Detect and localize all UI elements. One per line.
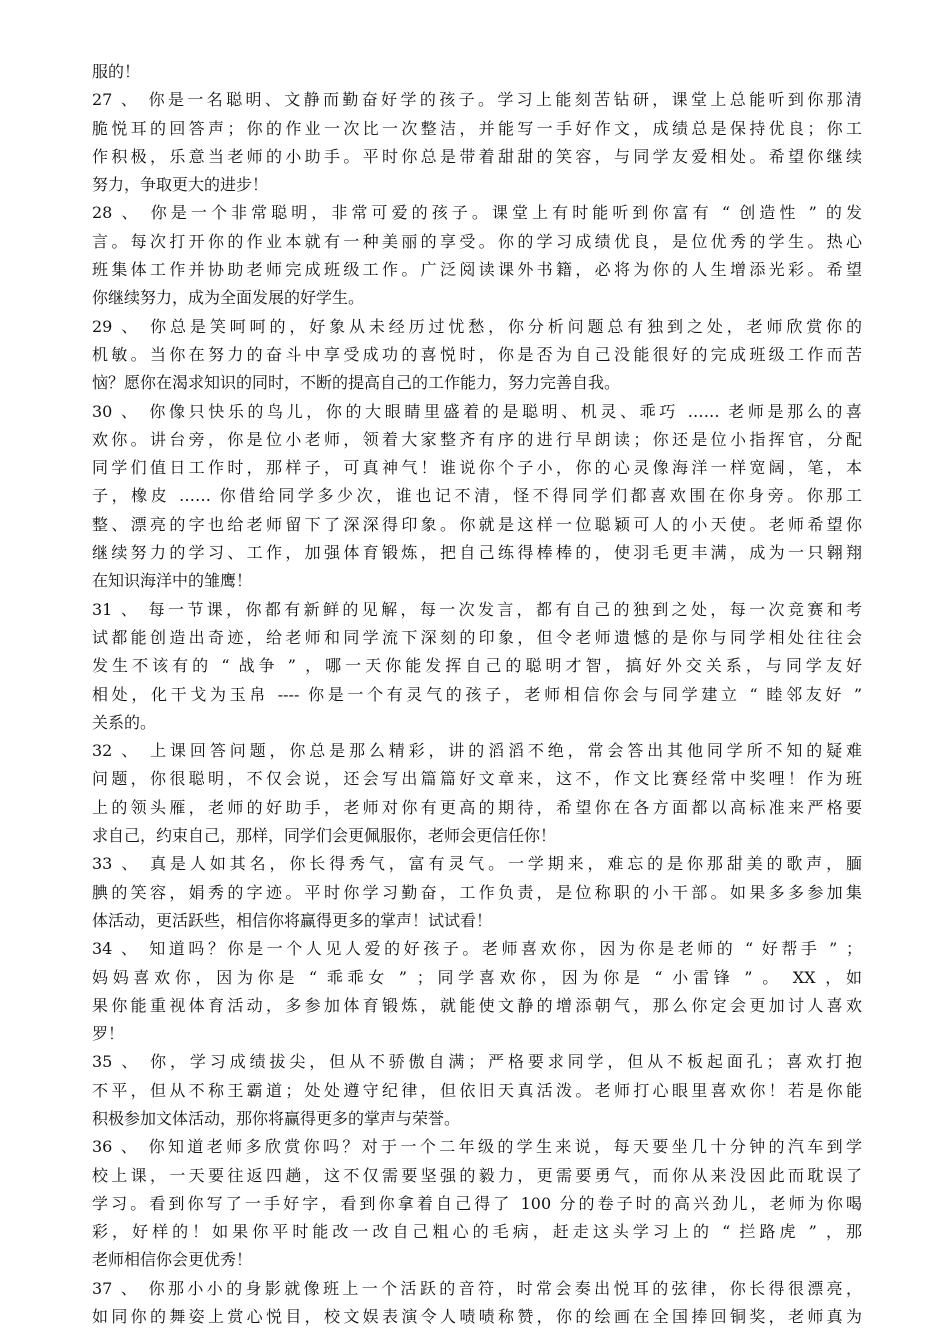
text-line: 班集体工作并协助老师完成班级工作。广泛阅读课外书籍，必将为你的人生增添光彩。希望 [92, 260, 862, 280]
text-line: 妈妈喜欢你，因为你是 “ 乖乖女 ” ；同学喜欢你，因为你是 “ 小雷锋 ” 。 XX ，如 [92, 967, 862, 987]
text-line: 老师相信你会更优秀！ [92, 1250, 253, 1270]
text-line: 27 、 你是一名聪明、文静而勤奋好学的孩子。学习上能刻苦钻研，课堂上总能听到你那清 [92, 90, 862, 110]
text-line: 32 、 上课回答问题，你总是那么精彩，讲的滔滔不绝，常会答出其他同学所不知的疑难 [92, 741, 862, 761]
text-line: 罗！ [92, 1024, 125, 1044]
text-line: 35 、 你，学习成绩拔尖，但从不骄傲自满；严格要求同学，但从不板起面孔；喜欢打抱 [92, 1052, 862, 1072]
text-line: 脆悦耳的回答声；你的作业一次比一次整洁，并能写一手好作文，成绩总是保持优良；你工 [92, 118, 862, 138]
text-line: 腆的笑容，娟秀的字迹。平时你学习勤奋，工作负责，是位称职的小干部。如果多多参加集 [92, 882, 862, 902]
text-line: 努力，争取更大的进步！ [92, 175, 269, 195]
text-line: 问题，你很聪明，不仅会说，还会写出篇篇好文章来，这不，作文比赛经常中奖哩！作为班 [92, 769, 862, 789]
text-line: 言。每次打开你的作业本就有一种美丽的享受。你的学习成绩优良，是位优秀的学生。热心 [92, 231, 862, 251]
text-line: 作积极，乐意当老师的小助手。平时你总是带着甜甜的笑容，与同学友爱相处。希望你继续 [92, 146, 862, 166]
text-line: 恼？愿你在渴求知识的同时，不断的提高自己的工作能力，努力完善自我。 [92, 373, 621, 393]
text-line: 如同你的舞姿上赏心悦目，校文娱表演令人啧啧称赞，你的绘画在全国捧回铜奖，老师真为 [92, 1307, 862, 1327]
text-line: 积极参加文体活动，那你将赢得更多的掌声与荣誉。 [92, 1108, 461, 1128]
text-line: 继续努力的学习、工作，加强体育锻炼，把自己练得棒棒的，使羽毛更丰满，成为一只翱翔 [92, 543, 862, 563]
text-line: 37 、 你那小小的身影就像班上一个活跃的音符，时常会奏出悦耳的弦律，你长得很漂亮， [92, 1278, 862, 1298]
text-line: 试都能创造出奇迹，给老师和同学流下深刻的印象，但令老师遗憾的是你与同学相处往往会 [92, 627, 862, 647]
text-line: 服的！ [92, 62, 141, 81]
text-line: 上的领头雁，老师的好助手，老师对你有更高的期待，希望你在各方面都以高标准来严格要 [92, 797, 862, 817]
text-line: 相处，化干戈为玉帛 ---- 你是一个有灵气的孩子，老师相信你会与同学建立 “ 睦邻友好 ” [92, 684, 862, 704]
text-line: 学习。看到你写了一手好字，看到你拿着自己得了 100 分的卷子时的高兴劲儿，老师为你喝 [92, 1193, 862, 1213]
text-line: 36 、 你知道老师多欣赏你吗？对于一个二年级的学生来说，每天要坐几十分钟的汽车到学 [92, 1137, 862, 1157]
text-line: 33 、 真是人如其名，你长得秀气，富有灵气。一学期来，难忘的是你那甜美的歌声，腼 [92, 854, 862, 874]
text-line: 求自己，约束自己，那样，同学们会更佩服你，老师会更信任你！ [92, 826, 557, 846]
text-line: 31 、 每一节课，你都有新鲜的见解，每一次发言，都有自己的独到之处，每一次竞赛和考 [92, 599, 862, 619]
text-line: 34 、 知道吗？你是一个人见人爱的好孩子。老师喜欢你，因为你是老师的 “ 好帮手 ” ； [92, 939, 862, 959]
text-line: 不平，但从不称王霸道；处处遵守纪律，但依旧天真活泼。老师打心眼里喜欢你！若是你能 [92, 1080, 862, 1100]
text-line: 你继续努力，成为全面发展的好学生。 [92, 288, 365, 308]
text-line: 29 、 你总是笑呵呵的，好象从未经历过忧愁，你分析问题总有独到之处，老师欣赏你的 [92, 316, 862, 336]
text-line: 彩，好样的！如果你平时能改一改自己粗心的毛病，赶走这头学习上的 “ 拦路虎 ” ，那 [92, 1222, 862, 1242]
text-line: 整、漂亮的字也给老师留下了深深得印象。你就是这样一位聪颖可人的小天使。老师希望你 [92, 514, 862, 534]
text-line: 果你能重视体育活动，多参加体育锻炼，就能使文静的增添朝气，那么你定会更加讨人喜欢 [92, 995, 862, 1015]
text-line: 子，橡皮 …… 你借给同学多少次，谁也记不清，怪不得同学们都喜欢围在你身旁。你那工 [92, 486, 862, 506]
text-line: 欢你。讲台旁，你是位小老师，领着大家整齐有序的进行早朗读；你还是位小指挥官，分配 [92, 429, 862, 449]
text-line: 28 、 你是一个非常聪明，非常可爱的孩子。课堂上有时能听到你富有 “ 创造性 ” 的发 [92, 203, 862, 223]
text-line: 机敏。当你在努力的奋斗中享受成功的喜悦时，你是否为自己没能很好的完成班级工作而苦 [92, 344, 862, 364]
text-line: 关系的。 [92, 712, 157, 732]
text-line: 同学们值日工作时，那样子，可真神气！谁说你个子小，你的心灵像海洋一样宽阔，笔，本 [92, 458, 862, 478]
text-line: 校上课，一天要往返四趟，这不仅需要坚强的毅力，更需要勇气，而你从来没因此而耽误了 [92, 1165, 862, 1185]
text-line: 体活动，更活跃些，相信你将赢得更多的掌声！试试看！ [92, 910, 493, 930]
text-line: 30 、 你像只快乐的鸟儿，你的大眼睛里盛着的是聪明、机灵、乖巧 …… 老师是那么的喜 [92, 401, 862, 421]
text-line: 发生不该有的 “ 战争 ” ，哪一天你能发挥自己的聪明才智，搞好外交关系，与同学友好 [92, 656, 862, 676]
document-body [92, 58, 862, 1331]
text-line: 在知识海洋中的雏鹰！ [92, 571, 253, 591]
